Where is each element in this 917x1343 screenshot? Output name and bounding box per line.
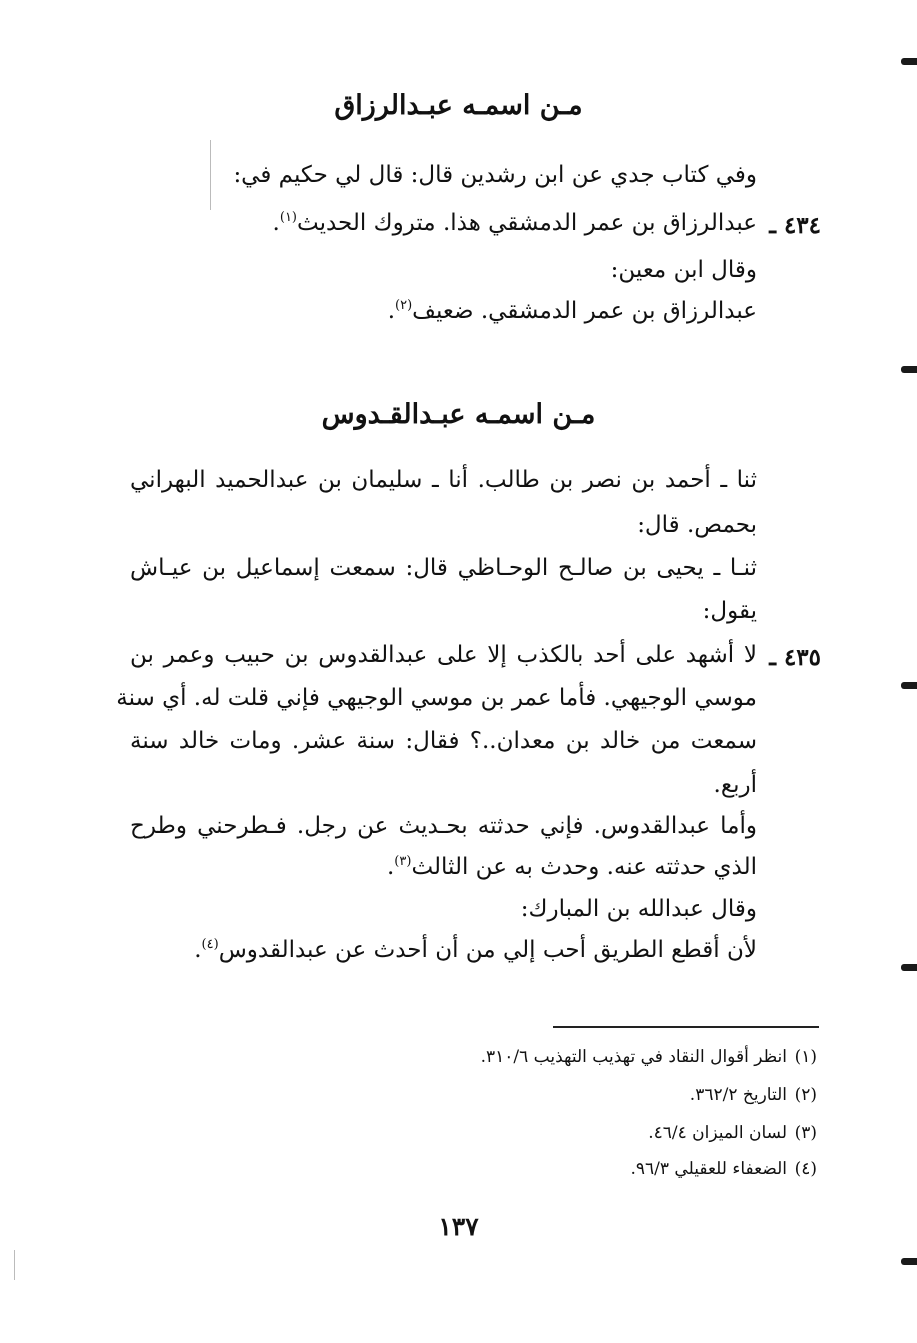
text-line (388, 296, 757, 326)
text-line: وفي كتاب جدي عن ابن رشدين قال: قال لي حكيم في: (233, 162, 757, 188)
footnote-ref: (٣) (394, 854, 412, 869)
entry-number: ٤٣٥ ـ (769, 644, 821, 671)
footnote-number: (٣) (794, 1123, 817, 1143)
footnote-number: (٢) (794, 1085, 817, 1105)
footnote (481, 1045, 817, 1069)
footnote-divider (553, 1026, 819, 1028)
text-line (387, 852, 757, 882)
scan-edge-mark (901, 682, 917, 689)
text-line-content: عبدالرزاق بن عمر الدمشقي هذا. متروك الحديث (297, 210, 757, 236)
footnote-text: انظر أقوال النقاد في تهذيب التهذيب ٣١٠/٦. (480, 1047, 787, 1067)
text-line: ثنا ـ أحمد بن نصر بن طالب. أنا ـ سليمان بن عبدالحميد البهراني (130, 467, 757, 493)
text-line: لا أشهد على أحد بالكذب إلا على عبدالقدوس بن حبيب وعمر بن (130, 642, 757, 668)
scan-speck (210, 140, 211, 210)
text-line: موسي الوجيهي. فأما عمر بن موسي الوجيهي فإني قلت له. أي سنة (116, 685, 757, 711)
text-line: وقال ابن معين: (610, 257, 757, 283)
footnote (648, 1121, 817, 1145)
scan-edge-mark (901, 1258, 917, 1265)
footnote-text: لسان الميزان ٤٦/٤. (648, 1123, 787, 1143)
footnote-ref: (٢) (395, 298, 413, 313)
section-heading-abdulquddus: مـن اسمـه عبـدالقـدوس (321, 399, 596, 430)
line-end-punct: . (272, 210, 280, 236)
text-line-content: الذي حدثته عنه. وحدث به عن الثالث (411, 854, 757, 880)
text-line: يقول: (702, 598, 757, 624)
footnote (631, 1157, 818, 1181)
line-end-punct: . (386, 854, 395, 880)
entry-number: ٤٣٤ ـ (769, 212, 821, 239)
footnote-ref: (٤) (201, 937, 219, 952)
section-heading-abdulrazzaq: مـن اسمـه عبـدالرزاق (334, 90, 583, 121)
text-line: وقال عبدالله بن المبارك: (520, 896, 757, 922)
scan-edge-mark (901, 366, 917, 373)
footnote-number: (٤) (794, 1159, 817, 1179)
scan-edge-mark (901, 964, 917, 971)
text-line: وأما عبدالقدوس. فإني حدثته بحـديث عن رجل. فـطرحني وطرح (130, 813, 757, 839)
footnote-ref: (١) (279, 210, 297, 225)
text-line (194, 935, 757, 965)
footnote (690, 1083, 817, 1107)
footnote-text: التاريخ ٣٦٢/٢. (689, 1085, 787, 1105)
scan-edge-mark (901, 58, 917, 65)
line-end-punct: . (194, 937, 202, 963)
text-line: ثنـا ـ يحيى بن صالـح الوحـاظي قال: سمعت إسماعيل بن عيـاش (130, 555, 757, 581)
text-line (273, 208, 757, 238)
page-number: ١٣٧ (438, 1212, 479, 1241)
text-line: بحمص. قال: (637, 512, 757, 538)
text-line: سمعت من خالد بن معدان..؟ فقال: سنة عشر. ومات خالد سنة (130, 728, 757, 754)
footnote-text: الضعفاء للعقيلي ٩٦/٣. (630, 1159, 787, 1179)
text-line-content: لأن أقطع الطريق أحب إلي من أن أحدث عن عبدالقدوس (218, 937, 757, 963)
line-end-punct: . (387, 298, 396, 324)
footnote-number: (١) (794, 1047, 817, 1067)
text-line-content: عبدالرزاق بن عمر الدمشقي. ضعيف (412, 298, 757, 324)
text-line: أربع. (713, 772, 757, 798)
scan-speck (14, 1250, 15, 1280)
